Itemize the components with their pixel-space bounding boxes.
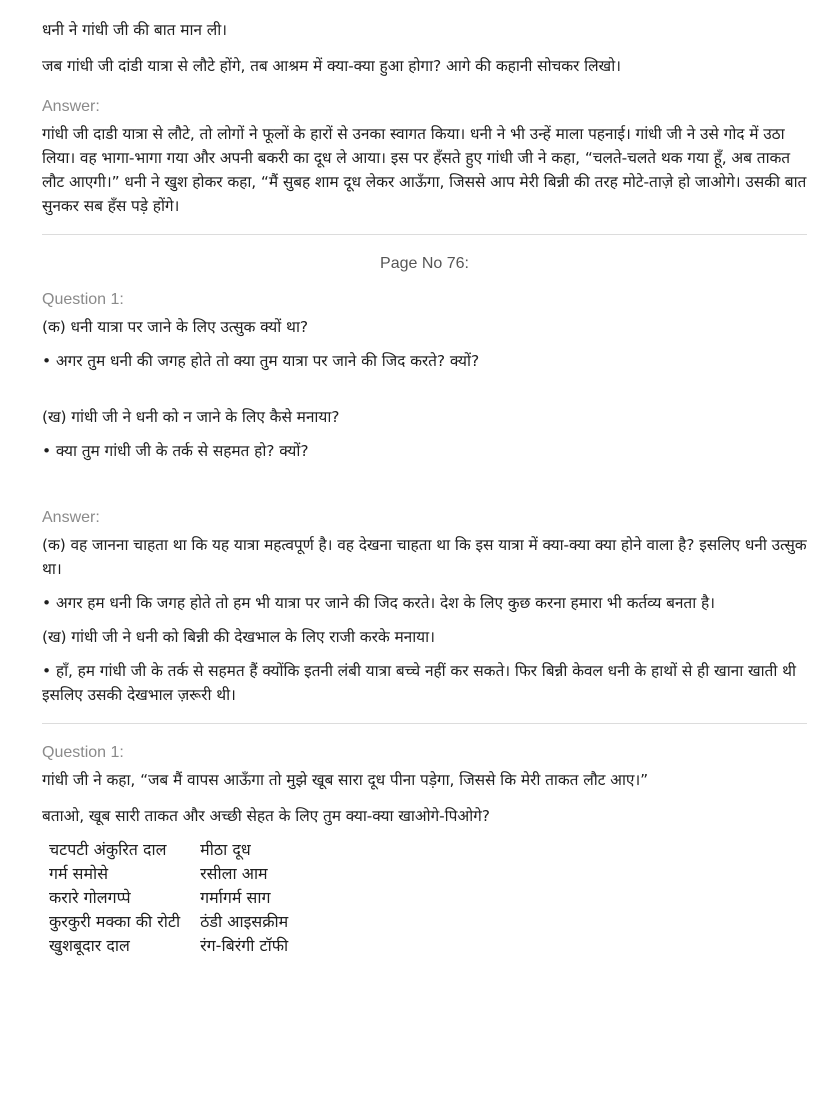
table-cell: ठंडी आइसक्रीम	[200, 912, 289, 931]
table-cell: गर्मागर्म साग	[200, 888, 271, 907]
table-row	[45, 910, 290, 934]
table-cell: रसीला आम	[200, 864, 268, 883]
table-cell: खुशबूदार दाल	[49, 936, 130, 955]
table-cell: गर्म समोसे	[49, 864, 109, 883]
question-ka-bullet: • अगर तुम धनी की जगह होते तो क्या तुम यात्रा पर जाने की जिद करते? क्यों?	[42, 352, 480, 370]
question-kha-bullet: • क्या तुम गांधी जी के तर्क से सहमत हो? क्यों?	[42, 442, 309, 460]
table-row	[45, 886, 290, 910]
section-divider	[42, 234, 807, 235]
table-cell: मीठा दूध	[200, 840, 251, 859]
answer-label: Answer:	[42, 98, 100, 115]
question-kha: (ख) गांधी जी ने धनी को न जाने के लिए कैसे मनाया?	[42, 408, 340, 426]
question-label: Question 1:	[42, 744, 124, 761]
section-divider	[42, 723, 807, 724]
question-line-2: बताओ, खूब सारी ताकत और अच्छी सेहत के लिए तुम क्या-क्या खाओगे-पिओगे?	[42, 807, 490, 825]
table-cell: कुरकुरी मक्का की रोटी	[49, 912, 181, 931]
answer-kha-bullet: • हाँ, हम गांधी जी के तर्क से सहमत हैं क्योंकि इतनी लंबी यात्रा बच्चे नहीं कर सकते। फिर बिन्नी केवल धनी के हाथों से ही खाना खाती थी इसलिए उसकी देखभाल ज़रूरी थी।	[42, 662, 796, 704]
intro-line-2: जब गांधी जी दांडी यात्रा से लौटे होंगे, तब आश्रम में क्या-क्या हुआ होगा? आगे की कहानी सोचकर लिखो।	[42, 57, 621, 75]
answer-text: गांधी जी दाडी यात्रा से लौटे, तो लोगों ने फूलों के हारों से उनका स्वागत किया। धनी ने भी उन्हें माला पहनाई। गांधी जी ने उसे गोद में उठा लिया। वह भागा-भागा गया और अपनी बकरी का दूध ले आया। इस पर हँसते हुए गांधी जी ने कहा, “चलते-चलते थक गया हूँ, अब ताकत लौट आएगी।” धनी ने खुश होकर कहा, “मैं सुबह शाम दूध लेकर आऊँगा, जिससे आप मेरी बिन्नी की तरह मोटे-ताज़े हो जाओगे। उसकी बात सुनकर सब हँस पड़े होंगे।	[42, 125, 807, 215]
answer-ka: (क) वह जानना चाहता था कि यह यात्रा महत्वपूर्ण है। वह देखना चाहता था कि इस यात्रा में क्या-क्या क्या होने वाला है? इसलिए धनी उत्सुक था।	[42, 536, 807, 578]
table-row	[45, 934, 290, 958]
table-row	[45, 862, 290, 886]
table-cell: चटपटी अंकुरित दाल	[49, 840, 167, 859]
question-label: Question 1:	[42, 291, 124, 308]
intro-line-1: धनी ने गांधी जी की बात मान ली।	[42, 21, 227, 39]
table-cell: करारे गोलगप्पे	[49, 888, 131, 907]
page-number: Page No 76:	[380, 255, 469, 272]
question-line-1: गांधी जी ने कहा, “जब मैं वापस आऊँगा तो मुझे खूब सारा दूध पीना पड़ेगा, जिससे कि मेरी ताकत लौट आए।”	[42, 771, 649, 789]
food-table	[45, 838, 290, 958]
answer-ka-bullet: • अगर हम धनी कि जगह होते तो हम भी यात्रा पर जाने की जिद करते। देश के लिए कुछ करना हमारा भी कर्तव्य बनता है।	[42, 594, 715, 612]
table-cell: रंग-बिरंगी टॉफी	[200, 936, 289, 955]
question-ka: (क) धनी यात्रा पर जाने के लिए उत्सुक क्यों था?	[42, 318, 308, 336]
answer-kha: (ख) गांधी जी ने धनी को बिन्नी की देखभाल के लिए राजी करके मनाया।	[42, 628, 435, 646]
answer-label: Answer:	[42, 509, 100, 526]
table-row	[45, 838, 290, 862]
